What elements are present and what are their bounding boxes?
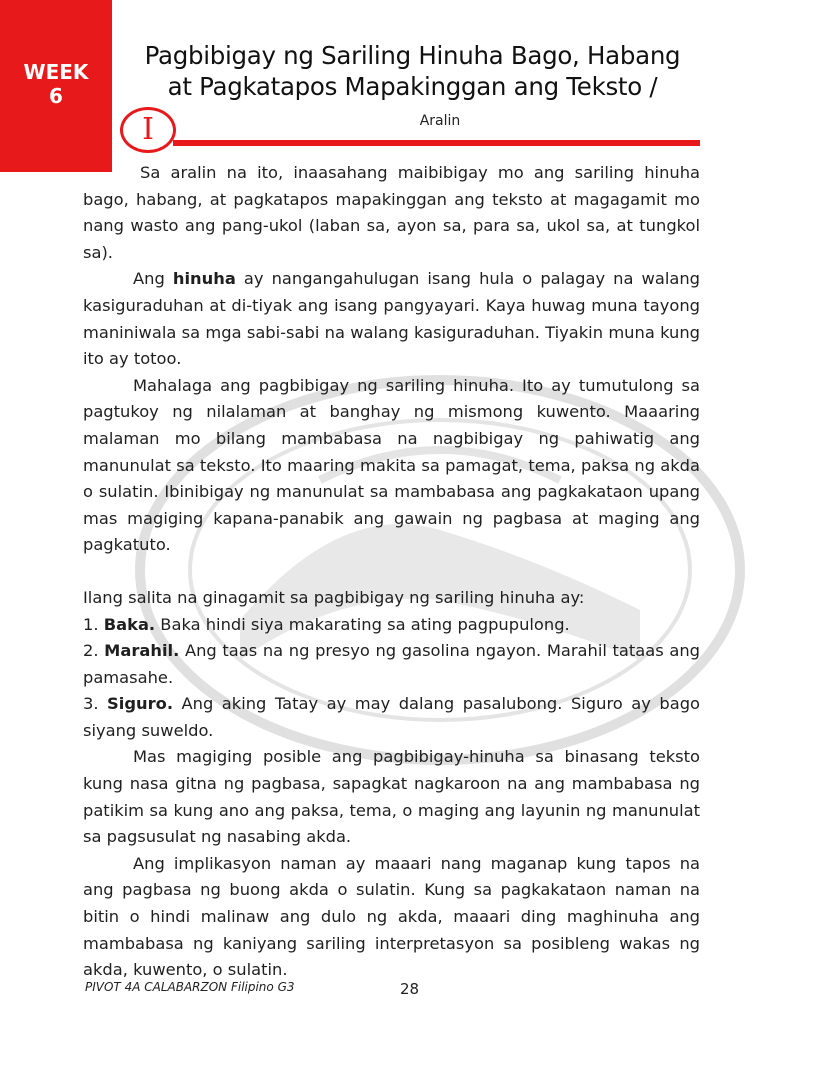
week-number: 6 (49, 84, 63, 108)
title-line-1: Pagbibigay ng Sariling Hinuha Bago, Habang (144, 41, 681, 70)
list-number: 1. (83, 614, 104, 634)
week-label: WEEK (23, 60, 89, 84)
paragraph-2-post: ay nangangahulugan isang hula o palagay na walang kasiguraduhan at di-tiyak ang isang pangyayari. Kaya huwag muna tayong maniniwala sa mga sabi-sabi na walang kasiguraduhan. Tiyakin muna kung ito ay totoo. (83, 269, 700, 369)
lesson-body (83, 160, 700, 984)
section-marker (120, 107, 176, 153)
list-keyword: Baka. (103, 614, 156, 634)
paragraph-2-pre: Ang (133, 269, 173, 289)
paragraph-1: Sa aralin na ito, inaasahang maibibigay mo ang sariling hinuha bago, habang, at pagkatapos mapakinggan ang teksto at magagamit mo nang wasto ang pang-ukol (laban sa, ayon sa, para sa, ukol sa, at tungkol sa). (83, 163, 700, 262)
list-text: Baka hindi siya makarating sa ating pagpupulong. (155, 614, 570, 634)
section-divider (173, 140, 700, 146)
title-line-2: at Pagkatapos Mapakinggan ang Teksto / (167, 72, 658, 101)
list-item (83, 638, 700, 691)
paragraph-2 (83, 266, 700, 372)
list-keyword: Marahil. (104, 641, 180, 661)
list-intro: Ilang salita na ginagamit sa pagbibigay ng sariling hinuha ay: (83, 587, 585, 607)
week-badge (0, 0, 112, 172)
list-item (83, 612, 700, 639)
keyword-hinuha: hinuha (172, 269, 236, 289)
list-number: 2. (83, 641, 105, 661)
paragraph-3: Mahalaga ang pagbibigay ng sariling hinuha. Ito ay tumutulong sa pagtukoy ng nilalaman at banghay ng mismong kuwento. Maaaring malaman mo bilang mambabasa na nagbibigay ng pahiwatig ang manunulat sa teksto. Ito maaring makita sa pamagat, tema, paksa ng akda o sulatin. Ibinibigay ng manunulat sa mambabasa ang pagkakataon upang mas magiging kapana-panabik ang gawain ng pagbasa at maging ang pagkatuto. (83, 375, 700, 555)
paragraph-5: Ang implikasyon naman ay maaari nang maganap kung tapos na ang pagbasa ng buong akda o sulatin. Kung sa pagkakataon naman na bitin o hindi malinaw ang dulo ng akda, maaari ding maghinuha ang mambabasa ng kaniyang sariling interpretasyon sa posibleng wakas ng akda, kuwento, o sulatin. (83, 853, 700, 980)
page-number: 28 (400, 980, 420, 998)
paragraph-4: Mas magiging posible ang pagbibigay-hinuha sa binasang teksto kung nasa gitna ng pagbasa, sapagkat nagkaroon na ang mambabasa ng patikim sa kung ano ang paksa, tema, o maging ang layunin ng manunulat sa pagsusulat ng nasabing akda. (83, 747, 700, 847)
list-text: Ang taas na ng presyo ng gasolina ngayon. Marahil tataas ang pamasahe. (83, 641, 700, 687)
list-number: 3. (83, 694, 108, 714)
section-label: Aralin (419, 113, 461, 129)
page-title (120, 40, 705, 102)
footer-source: PIVOT 4A CALABARZON Filipino G3 (85, 980, 295, 994)
list-keyword: Siguro. (107, 694, 173, 714)
list-text: Ang aking Tatay ay may dalang pasalubong. Siguro ay bago siyang suweldo. (83, 694, 700, 740)
list-item (83, 691, 700, 744)
section-roman: I (142, 112, 154, 147)
